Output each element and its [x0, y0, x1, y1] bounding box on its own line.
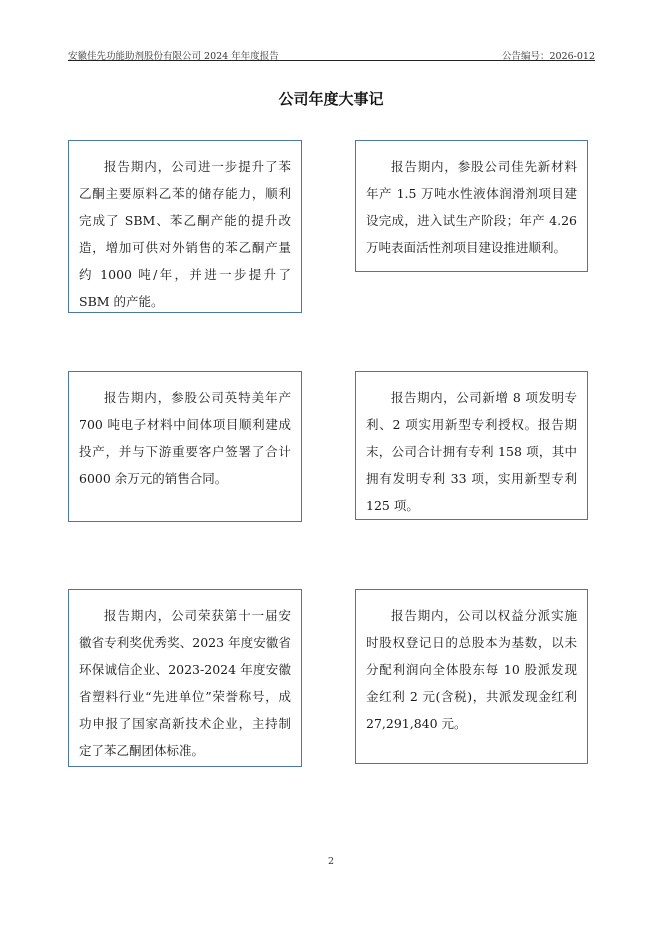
event-text-3: 报告期内，参股公司英特美年产 700 吨电子材料中间体项目顺利建成投产，并与下游重要客户签署了合计 6000 余万元的销售合同。 [79, 390, 291, 486]
event-text-1: 报告期内，公司进一步提升了苯乙酮主要原料乙苯的储存能力，顺利完成了 SBM、苯乙酮产能的提升改造，增加可供对外销售的苯乙酮产量约 1000 吨/年，并进一步提升了 SBM 的产能。 [79, 159, 291, 309]
event-text-2: 报告期内，参股公司佳先新材料年产 1.5 万吨水性液体润滑剂项目建设完成，进入试生产阶段；年产 4.26 万吨表面活性剂项目建设推进顺利。 [366, 159, 577, 255]
event-box-6 [355, 589, 588, 764]
event-text-4: 报告期内，公司新增 8 项发明专利、2 项实用新型专利授权。报告期末，公司合计拥有专利 158 项，其中拥有发明专利 33 项，实用新型专利 125 项。 [366, 390, 577, 513]
page-title: 公司年度大事记 [278, 90, 384, 108]
event-text-6: 报告期内，公司以权益分派实施时股权登记日的总股本为基数，以未分配利润向全体股东每 10 股派发现金红利 2 元(含税)，共派发现金红利 27,291,840 元。 [366, 608, 577, 731]
company-report-title: 安徽佳先功能助剂股份有限公司 2024 年年度报告 [68, 51, 279, 62]
event-text-5: 报告期内，公司荣获第十一届安徽省专利奖优秀奖、2023 年度安徽省环保诚信企业、2023-2024 年度安徽省塑料行业“先进单位”荣誉称号，成功申报了国家高新技术企业，主持制定了苯乙酮团体标准。 [79, 608, 291, 758]
event-box-1 [68, 140, 302, 313]
announcement-number: 公告编号：2026-012 [501, 51, 595, 62]
event-box-4 [355, 371, 588, 520]
header-divider [68, 60, 595, 61]
event-box-2 [355, 140, 588, 272]
event-box-3 [68, 371, 302, 522]
page-number: 2 [327, 856, 335, 867]
event-box-5 [68, 589, 302, 767]
